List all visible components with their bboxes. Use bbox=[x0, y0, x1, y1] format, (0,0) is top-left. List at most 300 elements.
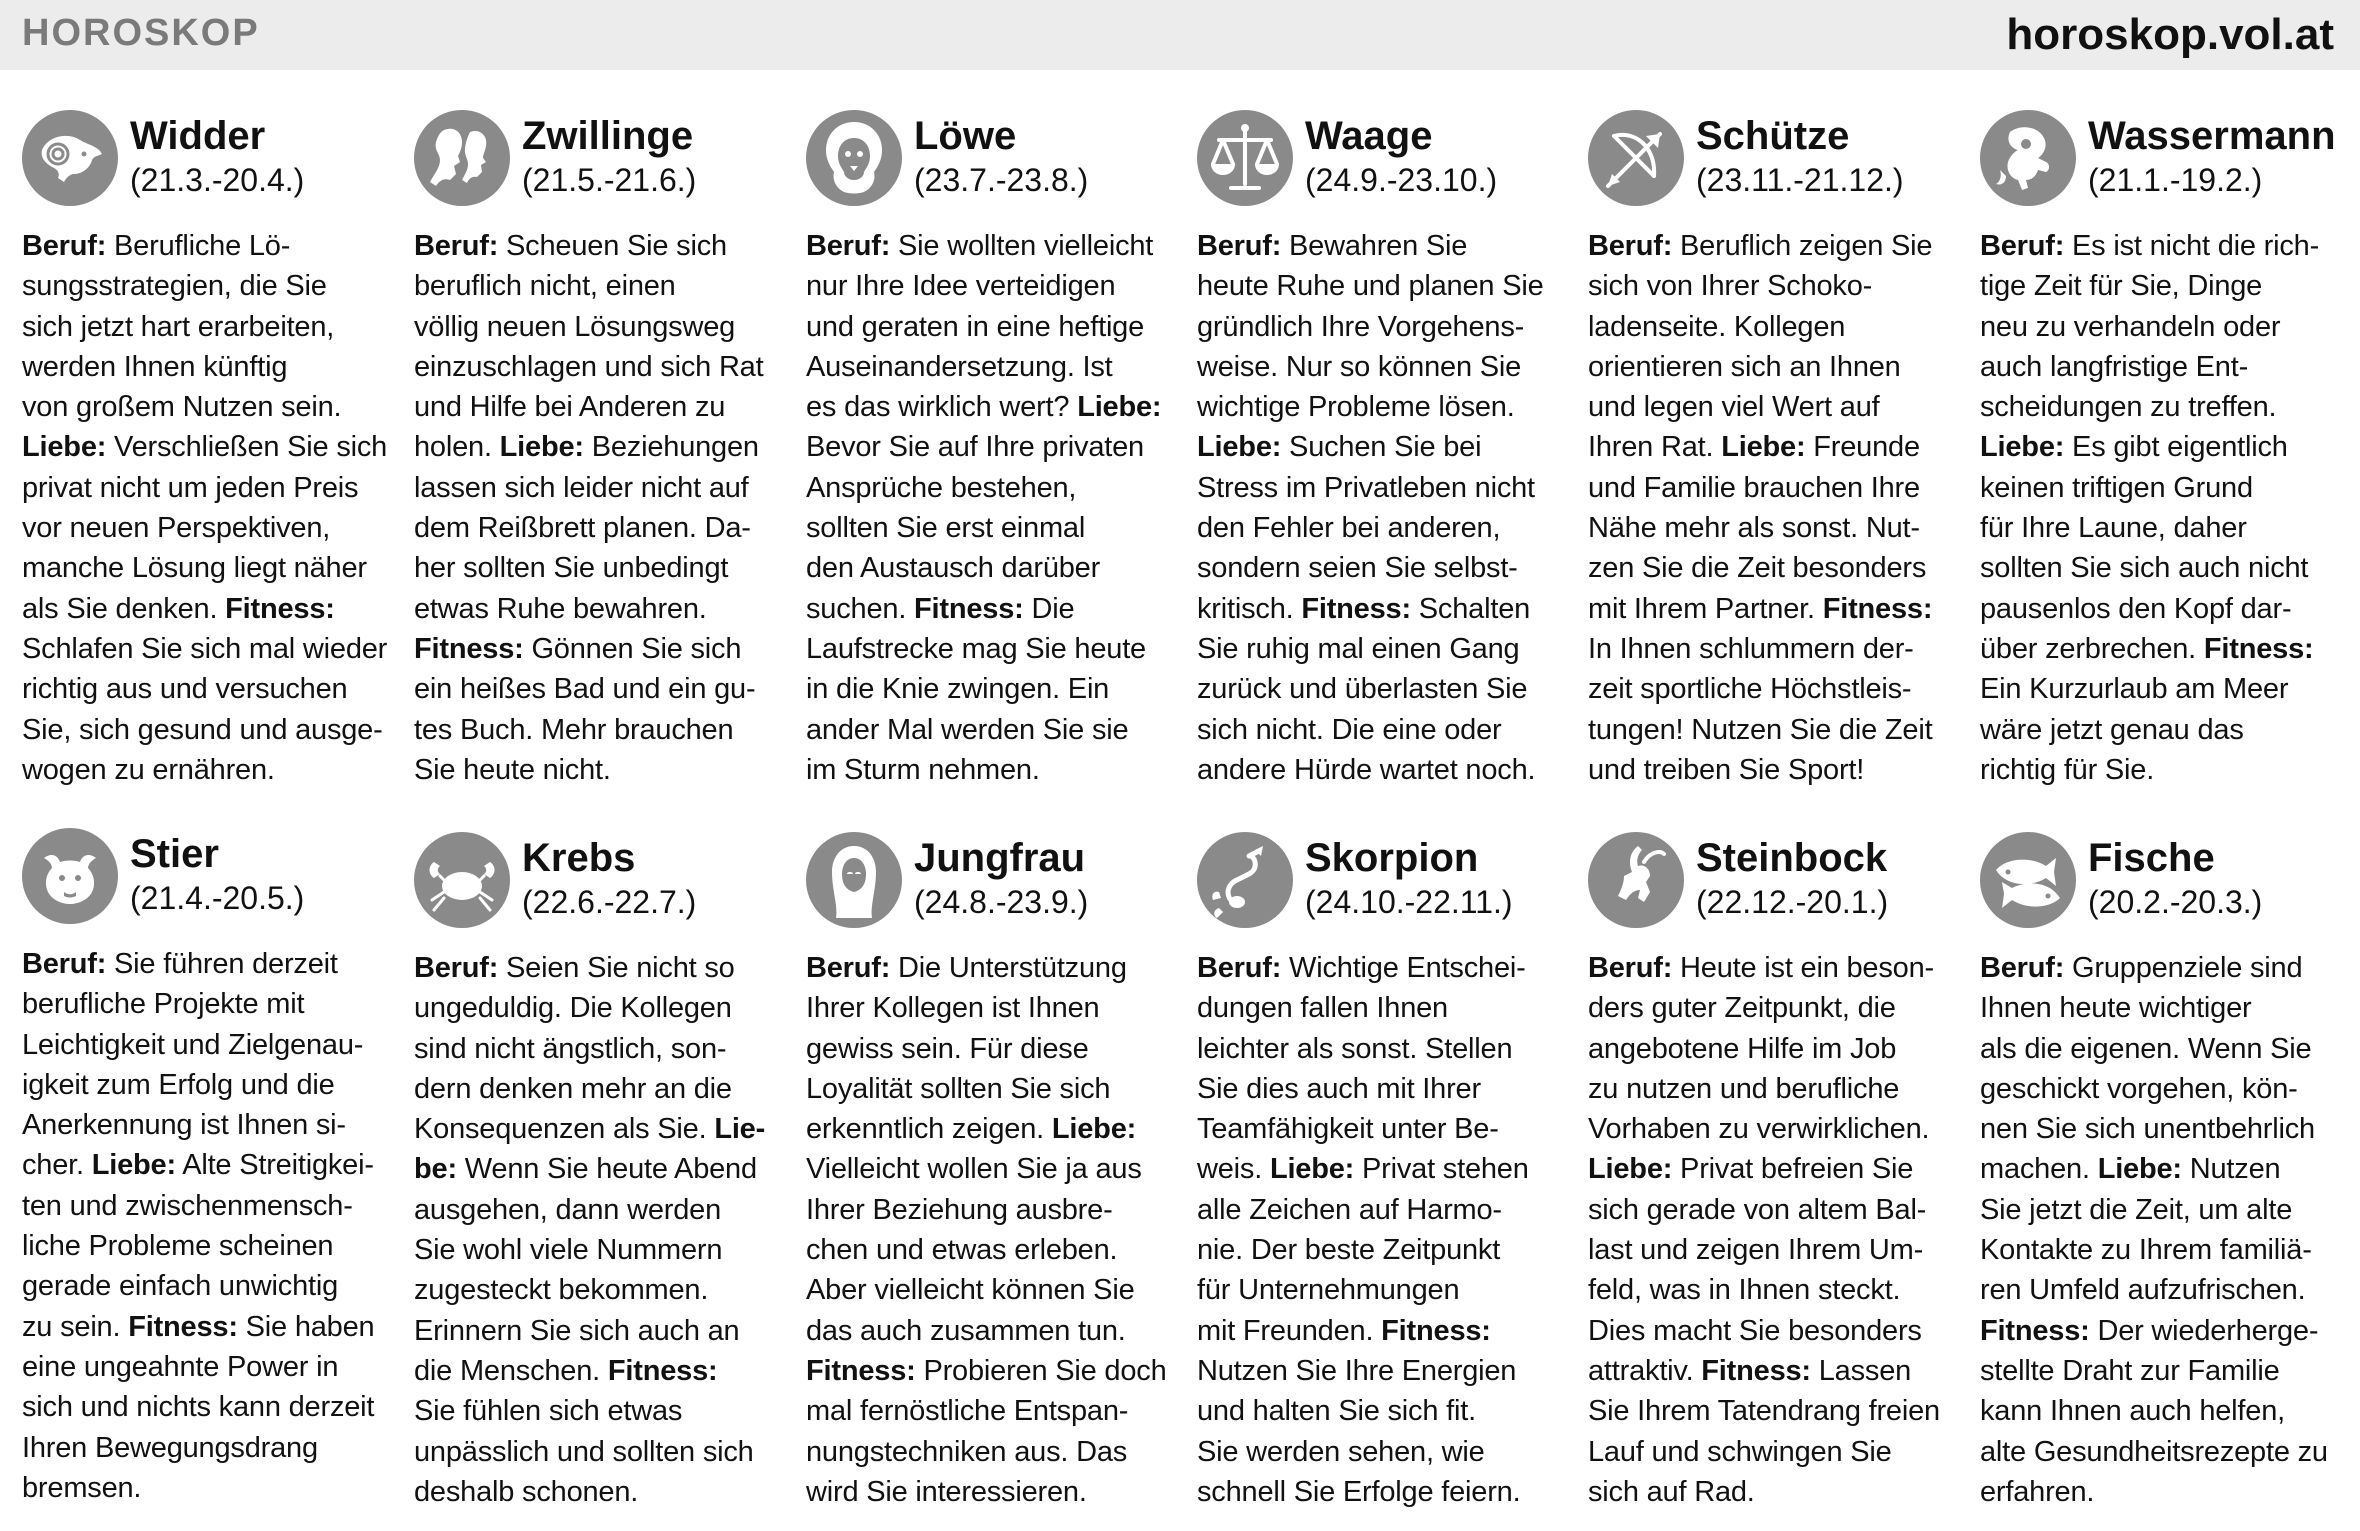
text-segment: Gruppenziele sind bbox=[2064, 952, 2303, 984]
text-line bbox=[1197, 387, 1569, 427]
text-line bbox=[1980, 548, 2352, 588]
text-line bbox=[1980, 1432, 2352, 1472]
text-segment: den Fehler bei anderen, bbox=[1197, 512, 1501, 545]
text-line bbox=[1588, 1230, 1960, 1270]
text-segment: und halten Sie sich fit. bbox=[1197, 1395, 1476, 1428]
text-segment: Anerkennung ist Ihnen si- bbox=[22, 1109, 346, 1142]
sign-text bbox=[1588, 226, 1960, 790]
text-segment: sich von Ihrer Schoko- bbox=[1588, 270, 1873, 303]
text-segment: mit Freunden. bbox=[1197, 1314, 1382, 1347]
text-segment: Suchen Sie bei bbox=[1281, 431, 1482, 464]
text-line bbox=[22, 387, 394, 427]
category-label: Beruf: bbox=[22, 948, 107, 980]
text-line bbox=[1980, 988, 2352, 1028]
text-segment: Konsequenzen als Sie. bbox=[414, 1113, 715, 1146]
section-title: HOROSKOP bbox=[22, 12, 260, 54]
text-segment: alte Gesundheitsrezepte zu bbox=[1980, 1435, 2328, 1468]
text-segment: pausenlos den Kopf dar- bbox=[1980, 592, 2292, 625]
text-segment: nur Ihre Idee verteidigen bbox=[806, 270, 1116, 303]
text-line bbox=[1197, 948, 1569, 988]
sign-name: Waage bbox=[1305, 114, 1433, 158]
text-line bbox=[1588, 1029, 1960, 1069]
text-segment: Es ist nicht die rich- bbox=[2064, 230, 2320, 262]
sign-name: Krebs bbox=[522, 836, 636, 880]
text-segment: Scheuen Sie sich bbox=[498, 230, 727, 262]
category-label: Fitness: bbox=[1301, 592, 1411, 625]
sign-text bbox=[414, 948, 786, 1512]
text-line bbox=[806, 266, 1178, 306]
text-segment: Alte Streitigkei- bbox=[175, 1149, 374, 1182]
text-segment: weis. bbox=[1197, 1153, 1270, 1186]
category-label: Beruf: bbox=[806, 230, 891, 262]
text-segment: als die eigenen. Wenn Sie bbox=[1980, 1032, 2312, 1065]
text-segment: Sie fühlen sich etwas bbox=[414, 1395, 683, 1428]
text-segment: Bewahren Sie bbox=[1281, 230, 1468, 262]
text-segment: sondern seien Sie selbst- bbox=[1197, 552, 1518, 585]
text-line bbox=[1588, 508, 1960, 548]
text-segment: einzuschlagen und sich Rat bbox=[414, 350, 764, 383]
text-line bbox=[1980, 1029, 2352, 1069]
text-line bbox=[1980, 669, 2352, 709]
category-label: Beruf: bbox=[1980, 952, 2065, 984]
sign-dates: (21.3.-20.4.) bbox=[130, 162, 305, 198]
text-line bbox=[1588, 988, 1960, 1028]
text-segment: Die Unterstützung bbox=[890, 952, 1127, 984]
text-line bbox=[1980, 468, 2352, 508]
sign-text bbox=[22, 944, 394, 1508]
text-segment: ten und zwischenmensch- bbox=[22, 1189, 353, 1222]
text-line bbox=[1588, 226, 1960, 266]
text-line bbox=[414, 629, 786, 669]
text-segment: Ihren Rat. bbox=[1588, 431, 1722, 464]
category-label: Liebe: bbox=[1197, 431, 1282, 464]
text-line bbox=[806, 427, 1178, 467]
text-line bbox=[1197, 1149, 1569, 1189]
text-segment: etwas Ruhe bewahren. bbox=[414, 592, 707, 625]
text-segment: ander Mal werden Sie sie bbox=[806, 713, 1129, 746]
text-line bbox=[1197, 1311, 1569, 1351]
text-line bbox=[1980, 1472, 2352, 1512]
text-segment: tes Buch. Mehr brauchen bbox=[414, 713, 734, 746]
text-line bbox=[1197, 1029, 1569, 1069]
text-segment: Lauf und schwingen Sie bbox=[1588, 1435, 1892, 1468]
text-line bbox=[806, 1432, 1178, 1472]
text-line bbox=[22, 1145, 394, 1185]
text-segment: dern denken mehr an die bbox=[414, 1072, 732, 1105]
text-segment: wichtige Probleme lösen. bbox=[1197, 391, 1515, 424]
text-line bbox=[1197, 1472, 1569, 1512]
text-segment: Beruflich zeigen Sie bbox=[1672, 230, 1933, 262]
text-segment: Heute ist ein beson- bbox=[1672, 952, 1934, 984]
text-line bbox=[1980, 1270, 2352, 1310]
text-line bbox=[1980, 387, 2352, 427]
text-line bbox=[1197, 750, 1569, 790]
sign-name: Widder bbox=[130, 114, 266, 158]
text-line bbox=[22, 1468, 394, 1508]
text-line bbox=[806, 548, 1178, 588]
sign-dates: (21.1.-19.2.) bbox=[2088, 162, 2263, 198]
text-line bbox=[22, 468, 394, 508]
text-segment: Sie Ihrem Tatendrang freien bbox=[1588, 1395, 1940, 1428]
text-line bbox=[806, 1311, 1178, 1351]
text-line bbox=[414, 1029, 786, 1069]
text-segment: Ihrer Kollegen ist Ihnen bbox=[806, 992, 1100, 1025]
text-line bbox=[414, 468, 786, 508]
text-segment: machen. bbox=[1980, 1153, 2098, 1186]
scorpion-icon bbox=[1197, 832, 1293, 928]
sign-dates: (20.2.-20.3.) bbox=[2088, 884, 2263, 920]
text-line bbox=[1588, 589, 1960, 629]
category-label: Beruf: bbox=[414, 952, 499, 984]
category-label: Beruf: bbox=[806, 952, 891, 984]
text-segment: geschickt vorgehen, kön- bbox=[1980, 1072, 2298, 1105]
text-line bbox=[1980, 508, 2352, 548]
sign-text bbox=[1197, 226, 1569, 790]
text-segment: wird Sie interessieren. bbox=[806, 1475, 1087, 1508]
text-line bbox=[1980, 1190, 2352, 1230]
text-line bbox=[1197, 508, 1569, 548]
text-segment: sich gerade von altem Bal- bbox=[1588, 1193, 1927, 1226]
text-line bbox=[414, 387, 786, 427]
text-line bbox=[1197, 629, 1569, 669]
text-line bbox=[414, 988, 786, 1028]
text-segment: Ihrer Beziehung ausbre- bbox=[806, 1193, 1113, 1226]
text-line bbox=[806, 1149, 1178, 1189]
text-segment: alle Zeichen auf Harmo- bbox=[1197, 1193, 1502, 1226]
text-segment: sungsstrategien, die Sie bbox=[22, 270, 327, 303]
text-segment: Sie jetzt die Zeit, um alte bbox=[1980, 1193, 2293, 1226]
text-line bbox=[22, 1307, 394, 1347]
category-label: Liebe: bbox=[499, 431, 584, 464]
category-label: Liebe: bbox=[1051, 1113, 1137, 1146]
text-line bbox=[1588, 1190, 1960, 1230]
text-segment: Sie, sich gesund und ausge- bbox=[22, 713, 383, 746]
bull-icon bbox=[22, 828, 118, 924]
text-line bbox=[414, 508, 786, 548]
text-line bbox=[414, 589, 786, 629]
text-line bbox=[806, 1190, 1178, 1230]
sign-name: Fische bbox=[2088, 836, 2215, 880]
text-line bbox=[22, 944, 394, 984]
text-line bbox=[414, 1270, 786, 1310]
category-label: Liebe: bbox=[1980, 431, 2065, 464]
text-segment: Gönnen Sie sich bbox=[523, 632, 742, 665]
text-segment: Ihnen heute wichtiger bbox=[1980, 992, 2252, 1025]
text-segment: sich jetzt hart erarbeiten, bbox=[22, 310, 335, 343]
sign-name: Löwe bbox=[914, 114, 1017, 158]
text-line bbox=[1197, 1432, 1569, 1472]
category-label: Liebe: bbox=[1721, 431, 1806, 464]
sign-dates: (23.11.-21.12.) bbox=[1696, 162, 1904, 198]
text-segment: zu sein. bbox=[22, 1310, 129, 1343]
text-line bbox=[1588, 948, 1960, 988]
text-line bbox=[1588, 1311, 1960, 1351]
text-line bbox=[1197, 710, 1569, 750]
text-segment: für Ihre Laune, daher bbox=[1980, 512, 2247, 545]
text-segment: orientieren sich an Ihnen bbox=[1588, 350, 1901, 383]
text-segment: im Sturm nehmen. bbox=[806, 753, 1040, 786]
text-line bbox=[1588, 1432, 1960, 1472]
sign-text bbox=[1197, 948, 1569, 1512]
category-label: Lie- bbox=[714, 1113, 766, 1146]
text-line bbox=[806, 1029, 1178, 1069]
sign-dates: (21.5.-21.6.) bbox=[522, 162, 697, 198]
text-line bbox=[1197, 307, 1569, 347]
text-segment: stellte Draht zur Familie bbox=[1980, 1354, 2280, 1387]
text-line bbox=[1980, 750, 2352, 790]
text-line bbox=[806, 1270, 1178, 1310]
text-line bbox=[806, 226, 1178, 266]
text-segment: chen und etwas erleben. bbox=[806, 1234, 1118, 1267]
text-line bbox=[22, 669, 394, 709]
text-segment: Sie haben bbox=[237, 1310, 375, 1343]
sign-text bbox=[414, 226, 786, 790]
text-line bbox=[414, 750, 786, 790]
text-segment: erkenntlich zeigen. bbox=[806, 1113, 1052, 1146]
text-line bbox=[806, 1230, 1178, 1270]
text-segment: gerade einfach unwichtig bbox=[22, 1270, 339, 1303]
category-label: Fitness: bbox=[2203, 632, 2314, 665]
category-label: Beruf: bbox=[1980, 230, 2065, 262]
text-segment: deshalb schonen. bbox=[414, 1475, 639, 1508]
sign-text bbox=[806, 948, 1178, 1512]
text-line bbox=[22, 1347, 394, 1387]
text-segment: nen Sie sich unentbehrlich bbox=[1980, 1113, 2315, 1146]
category-label: Beruf: bbox=[22, 230, 107, 262]
text-line bbox=[414, 1391, 786, 1431]
text-segment: Auseinandersetzung. Ist bbox=[806, 350, 1113, 383]
sign-text bbox=[1980, 226, 2352, 790]
text-segment: dungen fallen Ihnen bbox=[1197, 992, 1448, 1025]
text-line bbox=[806, 1351, 1178, 1391]
text-segment: Wichtige Entschei- bbox=[1281, 952, 1526, 984]
text-line bbox=[414, 307, 786, 347]
text-line bbox=[1980, 1391, 2352, 1431]
text-line bbox=[1588, 347, 1960, 387]
text-segment: angebotene Hilfe im Job bbox=[1588, 1032, 1897, 1065]
text-segment: bremsen. bbox=[22, 1471, 142, 1504]
text-segment: beruflich nicht, einen bbox=[414, 270, 676, 303]
text-line bbox=[1588, 387, 1960, 427]
text-line bbox=[22, 1105, 394, 1145]
text-line bbox=[414, 1311, 786, 1351]
category-label: Liebe: bbox=[91, 1149, 176, 1182]
text-line bbox=[1197, 1190, 1569, 1230]
text-line bbox=[1980, 1351, 2352, 1391]
text-segment: Ihren Bewegungsdrang bbox=[22, 1431, 318, 1464]
text-line bbox=[1588, 1149, 1960, 1189]
text-segment: tige Zeit für Sie, Dinge bbox=[1980, 270, 2263, 303]
text-line bbox=[1197, 1069, 1569, 1109]
sign-text bbox=[22, 226, 394, 790]
text-line bbox=[806, 589, 1178, 629]
text-segment: das auch zusammen tun. bbox=[806, 1314, 1126, 1347]
text-segment: scheidungen zu treffen. bbox=[1980, 391, 2277, 424]
text-line bbox=[414, 669, 786, 709]
text-line bbox=[414, 347, 786, 387]
text-segment: Berufliche Lö- bbox=[106, 230, 291, 262]
text-segment: Sie wohl viele Nummern bbox=[414, 1234, 723, 1267]
text-line bbox=[1588, 1109, 1960, 1149]
text-segment: Freunde bbox=[1805, 431, 1920, 464]
text-segment: als Sie denken. bbox=[22, 592, 226, 625]
text-segment: last und zeigen Ihrem Um- bbox=[1588, 1234, 1924, 1267]
text-line bbox=[806, 347, 1178, 387]
sign-dates: (22.6.-22.7.) bbox=[522, 884, 697, 920]
text-line bbox=[806, 307, 1178, 347]
sign-dates: (24.10.-22.11.) bbox=[1305, 884, 1513, 920]
text-line bbox=[806, 710, 1178, 750]
text-line bbox=[414, 548, 786, 588]
archer-bow-icon bbox=[1588, 110, 1684, 206]
text-segment: über zerbrechen. bbox=[1980, 632, 2204, 665]
text-segment: weise. Nur so können Sie bbox=[1197, 350, 1522, 383]
sign-name: Schütze bbox=[1696, 114, 1850, 158]
text-segment: unpässlich und sollten sich bbox=[414, 1435, 754, 1468]
text-line bbox=[1588, 307, 1960, 347]
category-label: Fitness: bbox=[914, 592, 1024, 625]
text-line bbox=[1588, 548, 1960, 588]
text-segment: Leichtigkeit und Zielgenau- bbox=[22, 1028, 364, 1061]
text-segment: und Hilfe bei Anderen zu bbox=[414, 391, 726, 424]
text-segment: liche Probleme scheinen bbox=[22, 1230, 334, 1263]
text-segment: zen Sie die Zeit besonders bbox=[1588, 552, 1927, 585]
text-segment: ausgehen, dann werden bbox=[414, 1193, 721, 1226]
text-segment: In Ihnen schlummern der- bbox=[1588, 632, 1914, 665]
text-segment: Sie ruhig mal einen Gang bbox=[1197, 632, 1520, 665]
text-line bbox=[22, 226, 394, 266]
category-label: Beruf: bbox=[414, 230, 499, 262]
site-url[interactable]: horoskop.vol.at bbox=[2006, 10, 2334, 59]
text-line bbox=[1588, 669, 1960, 709]
text-line bbox=[1980, 1069, 2352, 1109]
text-segment: auch langfristige Ent- bbox=[1980, 350, 2249, 383]
sign-dates: (24.9.-23.10.) bbox=[1305, 162, 1498, 198]
text-segment: völlig neuen Lösungsweg bbox=[414, 310, 736, 343]
text-line bbox=[806, 1069, 1178, 1109]
category-label: Liebe: bbox=[1077, 391, 1162, 424]
text-segment: Die bbox=[1023, 592, 1075, 625]
text-segment: Sie wollten vielleicht bbox=[890, 230, 1154, 262]
text-segment: Verschließen Sie sich bbox=[106, 431, 388, 464]
text-line bbox=[806, 988, 1178, 1028]
text-line bbox=[1980, 427, 2352, 467]
text-line bbox=[414, 1472, 786, 1512]
text-line bbox=[806, 387, 1178, 427]
text-line bbox=[22, 1025, 394, 1065]
text-segment: keinen triftigen Grund bbox=[1980, 471, 2253, 504]
text-line bbox=[1980, 589, 2352, 629]
text-line bbox=[1980, 1230, 2352, 1270]
text-line bbox=[22, 984, 394, 1024]
text-line bbox=[1588, 1472, 1960, 1512]
text-segment: Aber vielleicht können Sie bbox=[806, 1274, 1135, 1307]
text-line bbox=[22, 307, 394, 347]
text-segment: Erinnern Sie sich auch an bbox=[414, 1314, 740, 1347]
sign-name: Zwillinge bbox=[522, 114, 694, 158]
text-segment: zugesteckt bekommen. bbox=[414, 1274, 709, 1307]
text-line bbox=[1980, 1311, 2352, 1351]
text-segment: schnell Sie Erfolge feiern. bbox=[1197, 1475, 1521, 1508]
category-label: Liebe: bbox=[2097, 1153, 2182, 1186]
category-label: Liebe: bbox=[22, 431, 107, 464]
text-line bbox=[1980, 307, 2352, 347]
category-label: Fitness: bbox=[1701, 1354, 1811, 1387]
text-segment: sich auf Rad. bbox=[1588, 1475, 1755, 1508]
text-segment: leichter als sonst. Stellen bbox=[1197, 1032, 1513, 1065]
text-segment: lassen sich leider nicht auf bbox=[414, 471, 749, 504]
sign-dates: (21.4.-20.5.) bbox=[130, 880, 305, 916]
text-line bbox=[22, 629, 394, 669]
text-line bbox=[414, 266, 786, 306]
water-bearer-icon bbox=[1980, 110, 2076, 206]
text-segment: werden Ihnen künftig bbox=[22, 350, 288, 383]
text-segment: Es gibt eigentlich bbox=[2064, 431, 2288, 464]
text-line bbox=[1588, 1069, 1960, 1109]
text-segment: Lassen bbox=[1810, 1354, 1912, 1387]
text-segment: igkeit zum Erfolg und die bbox=[22, 1068, 335, 1101]
sign-text bbox=[806, 226, 1178, 790]
text-line bbox=[414, 710, 786, 750]
text-line bbox=[22, 548, 394, 588]
text-line bbox=[1588, 629, 1960, 669]
category-label: Fitness: bbox=[806, 1354, 916, 1387]
text-line bbox=[1197, 347, 1569, 387]
text-segment: und treiben Sie Sport! bbox=[1588, 753, 1865, 786]
text-line bbox=[414, 1109, 786, 1149]
text-line bbox=[1588, 750, 1960, 790]
text-line bbox=[414, 427, 786, 467]
text-line bbox=[1980, 1109, 2352, 1149]
text-segment: sich und nichts kann derzeit bbox=[22, 1391, 375, 1424]
text-segment: suchen. bbox=[806, 592, 915, 625]
text-line bbox=[1197, 427, 1569, 467]
text-segment: Teamfähigkeit unter Be- bbox=[1197, 1113, 1499, 1146]
text-segment: Privat befreien Sie bbox=[1672, 1153, 1914, 1186]
text-segment: Vorhaben zu verwirklichen. bbox=[1588, 1113, 1930, 1146]
category-label: Beruf: bbox=[1197, 230, 1282, 262]
sign-name: Skorpion bbox=[1305, 836, 1479, 880]
category-label: Fitness: bbox=[225, 592, 335, 625]
text-line bbox=[22, 1065, 394, 1105]
ram-icon bbox=[22, 110, 118, 206]
text-line bbox=[414, 1432, 786, 1472]
text-line bbox=[414, 1190, 786, 1230]
text-segment: Ansprüche bestehen, bbox=[806, 471, 1077, 504]
text-line bbox=[22, 347, 394, 387]
twins-icon bbox=[414, 110, 510, 206]
text-segment: Ein Kurzurlaub am Meer bbox=[1980, 673, 2289, 706]
text-line bbox=[1980, 710, 2352, 750]
sign-dates: (23.7.-23.8.) bbox=[914, 162, 1089, 198]
text-segment: sollten Sie erst einmal bbox=[806, 512, 1086, 545]
category-label: Fitness: bbox=[1822, 592, 1933, 625]
text-segment: her sollten Sie unbedingt bbox=[414, 552, 729, 585]
text-segment: gewiss sein. Für diese bbox=[806, 1032, 1089, 1065]
sign-text bbox=[1588, 948, 1960, 1512]
category-label: Fitness: bbox=[607, 1354, 718, 1387]
category-label: Beruf: bbox=[1197, 952, 1282, 984]
text-segment: wogen zu ernähren. bbox=[22, 753, 275, 786]
text-segment: Stress im Privatleben nicht bbox=[1197, 471, 1535, 504]
text-segment: die Menschen. bbox=[414, 1354, 608, 1387]
text-segment: Dies macht Sie besonders bbox=[1588, 1314, 1922, 1347]
text-segment: kritisch. bbox=[1197, 592, 1302, 625]
page-header bbox=[0, 0, 2360, 70]
text-segment: sich nicht. Die eine oder bbox=[1197, 713, 1502, 746]
text-segment: Probieren Sie doch bbox=[915, 1354, 1167, 1387]
category-label: Fitness: bbox=[414, 632, 524, 665]
